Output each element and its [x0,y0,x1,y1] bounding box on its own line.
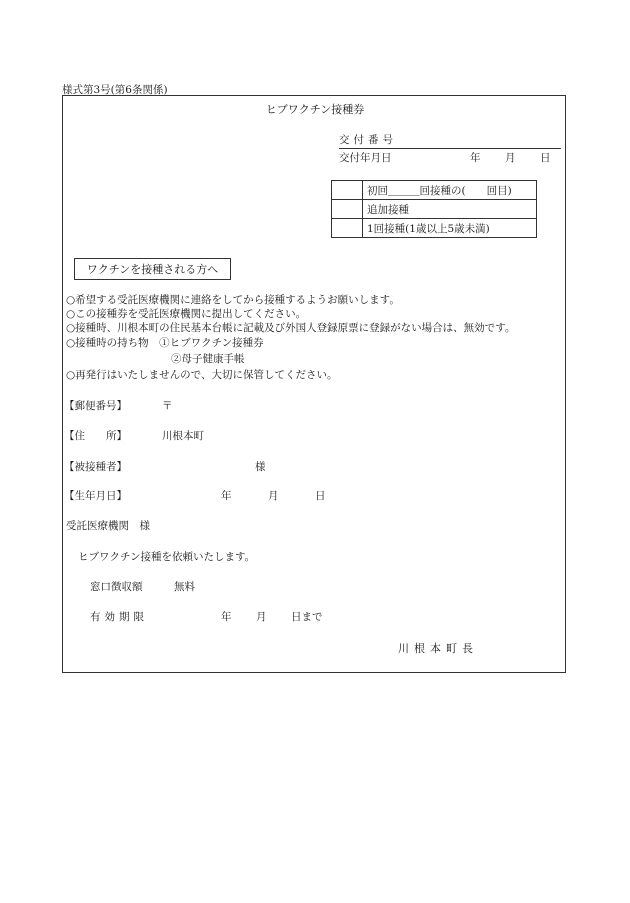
request-line: ヒブワクチン接種を依頼いたします。 [78,551,256,563]
dose-row [332,181,537,200]
birth-day-label: 日 [315,490,326,502]
issue-day-label: 日 [540,152,551,164]
dose-label: 追加接種 [363,200,537,219]
dose-type-table [331,180,537,238]
notice-item: ○接種時の持ち物 ①ヒブワクチン接種券 [66,337,264,349]
validity-until-label: 日まで [291,611,323,623]
dose-label: 1回接種(1歳以上5歳未満) [363,219,537,238]
postal-mark: 〒 [162,400,173,412]
facility-line: 受託医療機関 様 [66,520,150,532]
notice-item: ○再発行はいたしませんので、大切に保管してください。 [66,369,338,381]
mayor-signature-line: 川根本町長 [398,642,478,655]
form-reference: 様式第3号(第6条関係) [62,84,168,96]
recipient-label: 【被接種者】 [64,461,127,473]
birth-date-label: 【生年月日】 [64,490,127,502]
birth-month-label: 月 [268,490,279,502]
recipient-notice-heading: ワクチンを接種される方へ [74,258,231,280]
dose-row [332,219,537,238]
validity-label: 有効期限 [90,611,148,623]
validity-month-label: 月 [256,611,267,623]
fee-label: 窓口徴収額 [90,581,143,593]
address-value: 川根本町 [162,430,204,442]
document-title: ヒブワクチン接種券 [265,103,365,116]
address-label: 【住 所】 [64,430,127,442]
notice-item: ○希望する受託医療機関に連絡をしてから接種するようお願いします。 [66,294,400,306]
issue-number-field: 交付番号 [339,134,561,149]
recipient-suffix: 様 [255,461,266,473]
fee-value: 無料 [174,581,195,593]
dose-row [332,200,537,219]
issue-month-label: 月 [505,152,516,164]
notice-item: ②母子健康手帳 [171,353,245,365]
postal-code-label: 【郵便番号】 [64,400,127,412]
dose-checkbox[interactable] [332,181,363,200]
notice-item: ○この接種券を受託医療機関に提出してください。 [66,308,307,320]
notice-item: ○接種時、川根本町の住民基本台帳に記載及び外国人登録原票に登録がない場合は、無効です。 [66,322,516,334]
dose-label: 初回＿＿＿回接種の( 回目) [363,181,537,200]
dose-checkbox[interactable] [332,219,363,238]
issue-year-label: 年 [470,152,481,164]
validity-year-label: 年 [221,611,232,623]
issue-date-label: 交付年月日 [339,152,392,164]
birth-year-label: 年 [221,490,232,502]
dose-checkbox[interactable] [332,200,363,219]
